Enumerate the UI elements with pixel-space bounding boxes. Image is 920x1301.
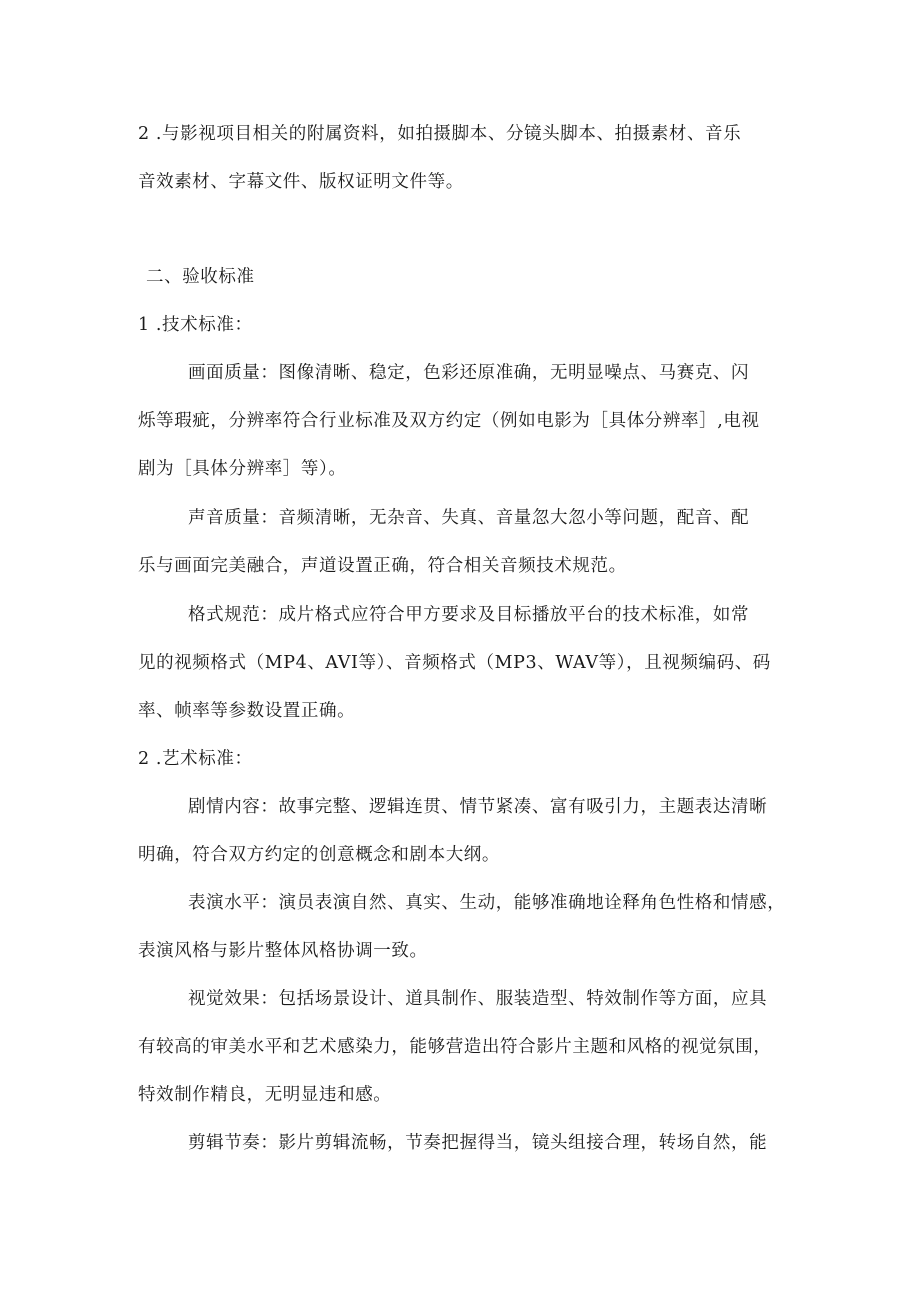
format-line2: 见的视频格式（MP4、AVI等）、音频格式（MP3、WAV等），且视频编码、码 xyxy=(138,653,771,673)
visual-line1: 视觉效果：包括场景设计、道具制作、服装造型、特效制作等方面，应具 xyxy=(188,989,768,1009)
art-heading: 2 .艺术标准： xyxy=(138,749,253,769)
format-line1: 格式规范：成片格式应符合甲方要求及目标播放平台的技术标准，如常 xyxy=(188,605,750,625)
format-line3: 率、帧率等参数设置正确。 xyxy=(138,701,356,721)
sound-quality-line1: 声音质量：音频清晰，无杂音、失真、音量忽大忽小等问题，配音、配 xyxy=(188,508,750,528)
picture-quality-line3: 剧为［具体分辨率］等）。 xyxy=(138,459,347,479)
section2-heading: 二、验收标准 xyxy=(146,267,255,287)
picture-quality-line2: 烁等瑕疵，分辨率符合行业标准及双方约定（例如电影为［具体分辨率］,电视 xyxy=(138,411,760,431)
item2-line2: 音效素材、字幕文件、版权证明文件等。 xyxy=(138,172,464,192)
sound-quality-line2: 乐与画面完美融合，声道设置正确，符合相关音频技术规范。 xyxy=(138,556,627,576)
visual-line2: 有较高的审美水平和艺术感染力，能够营造出符合影片主题和风格的视觉氛围， xyxy=(138,1037,772,1057)
acting-line1: 表演水平：演员表演自然、真实、生动，能够准确地诠释角色性格和情感， xyxy=(188,893,786,913)
plot-line1: 剧情内容：故事完整、逻辑连贯、情节紧凑、富有吸引力，主题表达清晰 xyxy=(188,797,768,817)
tech-heading: 1 .技术标准： xyxy=(138,315,253,335)
item2-line1: 2 .与影视项目相关的附属资料，如拍摄脚本、分镜头脚本、拍摄素材、音乐 xyxy=(138,124,742,144)
visual-line3: 特效制作精良，无明显违和感。 xyxy=(138,1085,392,1105)
edit-line1: 剪辑节奏：影片剪辑流畅，节奏把握得当，镜头组接合理，转场自然，能 xyxy=(188,1133,768,1153)
acting-line2: 表演风格与影片整体风格协调一致。 xyxy=(138,941,428,961)
plot-line2: 明确，符合双方约定的创意概念和剧本大纲。 xyxy=(138,845,500,865)
picture-quality-line1: 画面质量：图像清晰、稳定，色彩还原准确，无明显噪点、马赛克、闪 xyxy=(188,363,750,383)
